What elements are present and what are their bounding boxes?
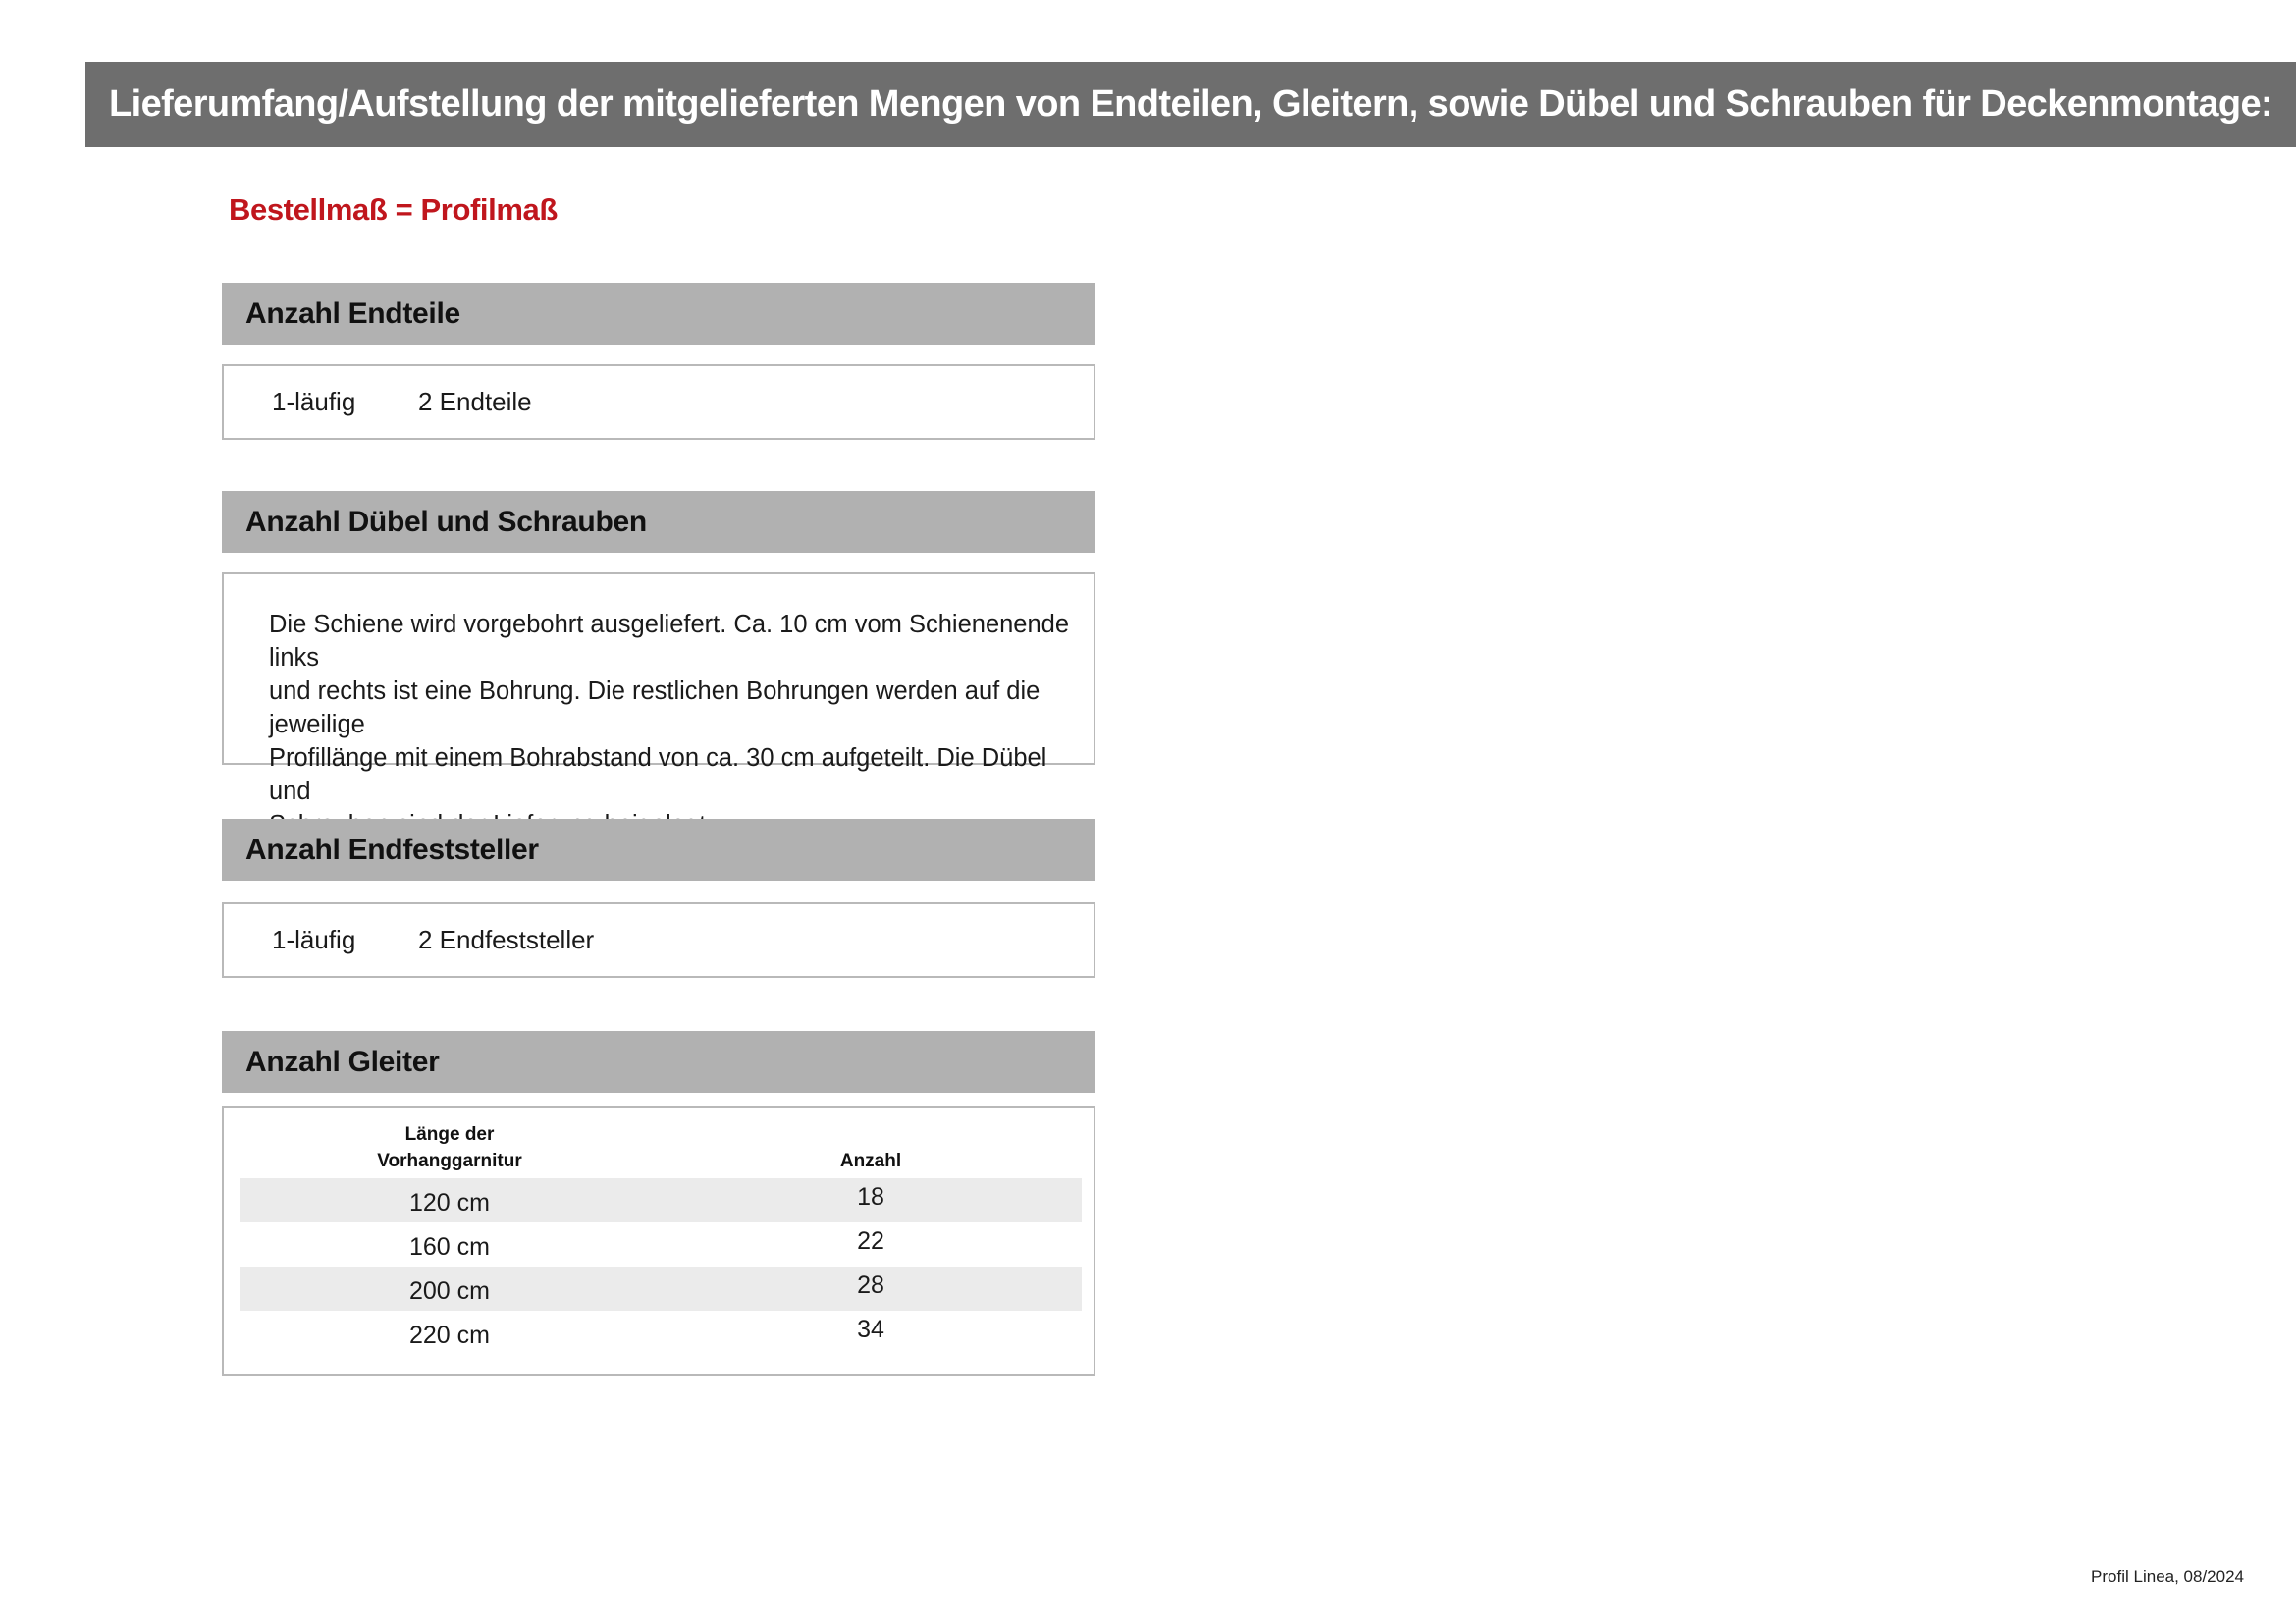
endteile-value: 2 Endteile	[418, 387, 532, 416]
length-cell: 120 cm	[409, 1189, 490, 1217]
banner-title: Lieferumfang/Aufstellung der mitgelieferten Mengen von Endteilen, Gleitern, sowie Dübel und Schrauben für Deckenmontage:	[109, 83, 2273, 125]
page-banner	[85, 62, 2296, 147]
endteile-label: 1-läufig	[272, 387, 356, 416]
section-heading-endfeststeller	[222, 819, 1095, 881]
description-line: und rechts ist eine Bohrung. Die restlichen Bohrungen werden auf die jeweilige	[269, 677, 1041, 738]
section-box-endteile	[222, 364, 1095, 440]
table-row	[240, 1222, 1082, 1267]
count-cell: 22	[857, 1227, 884, 1255]
count-cell: 34	[857, 1316, 884, 1343]
length-cell: 220 cm	[409, 1322, 490, 1349]
count-cell: 28	[857, 1272, 884, 1299]
section-heading-text: Anzahl Endfeststeller	[245, 833, 539, 866]
column-header-length: Länge der Vorhanggarnitur	[377, 1124, 522, 1171]
table-row	[240, 1178, 1082, 1222]
section-heading-endteile	[222, 283, 1095, 345]
section-heading-text: Anzahl Gleiter	[245, 1045, 440, 1078]
order-size-note: Bestellmaß = Profilmaß	[229, 192, 558, 227]
endfeststeller-value: 2 Endfeststeller	[418, 925, 595, 954]
endfeststeller-label: 1-läufig	[272, 925, 356, 954]
section-heading-gleiter	[222, 1031, 1095, 1093]
section-heading-duebel	[222, 491, 1095, 553]
gleiter-table	[222, 1106, 1095, 1376]
section-box-duebel	[222, 572, 1095, 805]
section-heading-text: Anzahl Dübel und Schrauben	[245, 505, 647, 538]
length-cell: 160 cm	[409, 1233, 490, 1261]
table-row	[240, 1267, 1082, 1311]
footer-note: Profil Linea, 08/2024	[2091, 1567, 2244, 1586]
column-header-count: Anzahl	[839, 1151, 902, 1171]
description-line: Profillänge mit einem Bohrabstand von ca. 30 cm aufgeteilt. Die Dübel und	[269, 744, 1047, 805]
description-line: Die Schiene wird vorgebohrt ausgeliefert. Ca. 10 cm vom Schienenende links	[269, 611, 1070, 672]
section-box-endfeststeller	[222, 902, 1095, 978]
drilling-description	[269, 608, 1074, 841]
count-cell: 18	[857, 1183, 884, 1211]
section-heading-text: Anzahl Endteile	[245, 297, 460, 330]
table-row	[240, 1311, 1082, 1355]
length-cell: 200 cm	[409, 1277, 490, 1305]
